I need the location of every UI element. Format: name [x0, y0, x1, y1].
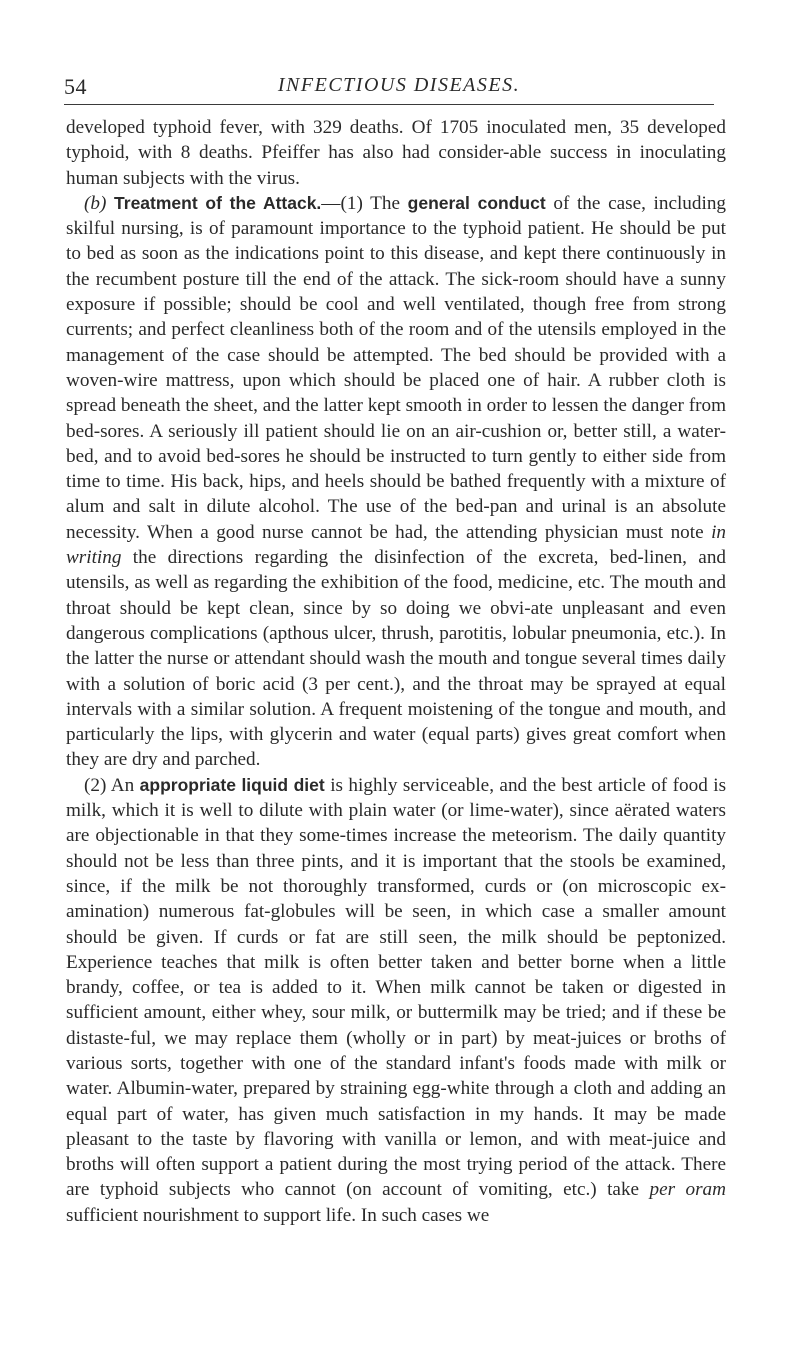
subheading-general-conduct: general conduct [407, 192, 546, 213]
subheading-liquid-diet: appropriate liquid diet [139, 774, 325, 795]
paragraph-1: developed typhoid fever, with 329 deaths. Of 1705 inoculated men, 35 developed typhoid, with 8 deaths. Pfeiffer has also had consider-able success in inoculating human subjects with the virus. [66, 117, 726, 189]
emphasis-per-oram: per oram [649, 1179, 726, 1201]
paragraph-3: (2) An appropriate liquid diet is highly serviceable, and the best article of food is milk, which it is well to dilute with plain water (or lime-water), since aërated waters are objectionable in that they some-times increase the meteorism. The daily quantity should not be less than three pints, and it is important that the stools be examined, since, if the milk be not thoroughly transformed, curds or (on microscopic ex-amination) numerous fat-globules will be seen, in which case a smaller amount should be given. If curds or fat are still seen, the milk should be peptonized. Experience teaches that milk is often better taken and better borne when a little brandy, coffee, or tea is added to it. When milk cannot be taken or digested in sufficient amount, either whey, sour milk, or buttermilk may be tried; and if these be distaste-ful, we may replace them (wholly or in part) by meat-juices or broths of various sorts, together with one of the standard infant's foods made with milk or water. Albumin-water, prepared by straining egg-white through a cloth and adding an equal part of water, has given much satisfaction in my hands. It may be made pleasant to the taste by flavoring with vanilla or lemon, and with meat-juice and broths will often support a patient during the most trying period of the attack. There are typhoid subjects who cannot (on account of vomiting, etc.) take per oram sufficient nourishment to support life. In such cases we [66, 774, 727, 1226]
running-title: INFECTIOUS DISEASES. [277, 74, 521, 96]
paragraph-2: (b) Treatment of the Attack.—(1) The general conduct of the case, including skilful nursing, is of paramount importance to the typhoid patient. He should be put to bed as soon as the indications point to this disease, and kept there continuously in the recumbent posture till the end of the attack. The sick-room should have a sunny exposure if possible; should be cool and well ventilated, though free from strong currents; and perfect cleanliness both of the room and of the utensils employed in the management of the case should be attempted. The bed should be provided with a woven-wire mattress, upon which should be placed one of hair. A rubber cloth is spread beneath the sheet, and the latter kept smooth in order to lessen the danger from bed-sores. A seriously ill patient should lie on an air-cushion or, better still, a water-bed, and to avoid bed-sores he should be instructed to turn gently to either side from time to time. His back, hips, and heels should be bathed frequently with a mixture of alum and salt in dilute alcohol. The use of the bed-pan and urinal is an absolute necessity. When a good nurse cannot be had, the attending physician must note in writing the directions regarding the disinfection of the excreta, bed-linen, and utensils, as well as regarding the exhibition of the food, medicine, etc. The mouth and throat should be kept clean, since by so doing we obvi-ate unpleasant and even dangerous complications (apthous ulcer, thrush, parotitis, lobular pneumonia, etc.). In the latter the nurse or attendant should wash the mouth and tongue several times daily with a solution of boric acid (3 per cent.), and the throat may be sprayed at equal intervals with a similar solution. A frequent moistening of the tongue and mouth, and particularly the lips, with glycerin and water (equal parts) gives great comfort when they are dry and parched. [66, 192, 727, 771]
body-text [66, 115, 726, 1228]
section-heading-treatment: Treatment of the Attack. [114, 192, 322, 213]
page-number: 54 [64, 74, 87, 99]
header-rule [64, 104, 714, 105]
section-label-b: (b) [84, 192, 107, 214]
emphasis-in-writing: in writing [66, 521, 726, 569]
